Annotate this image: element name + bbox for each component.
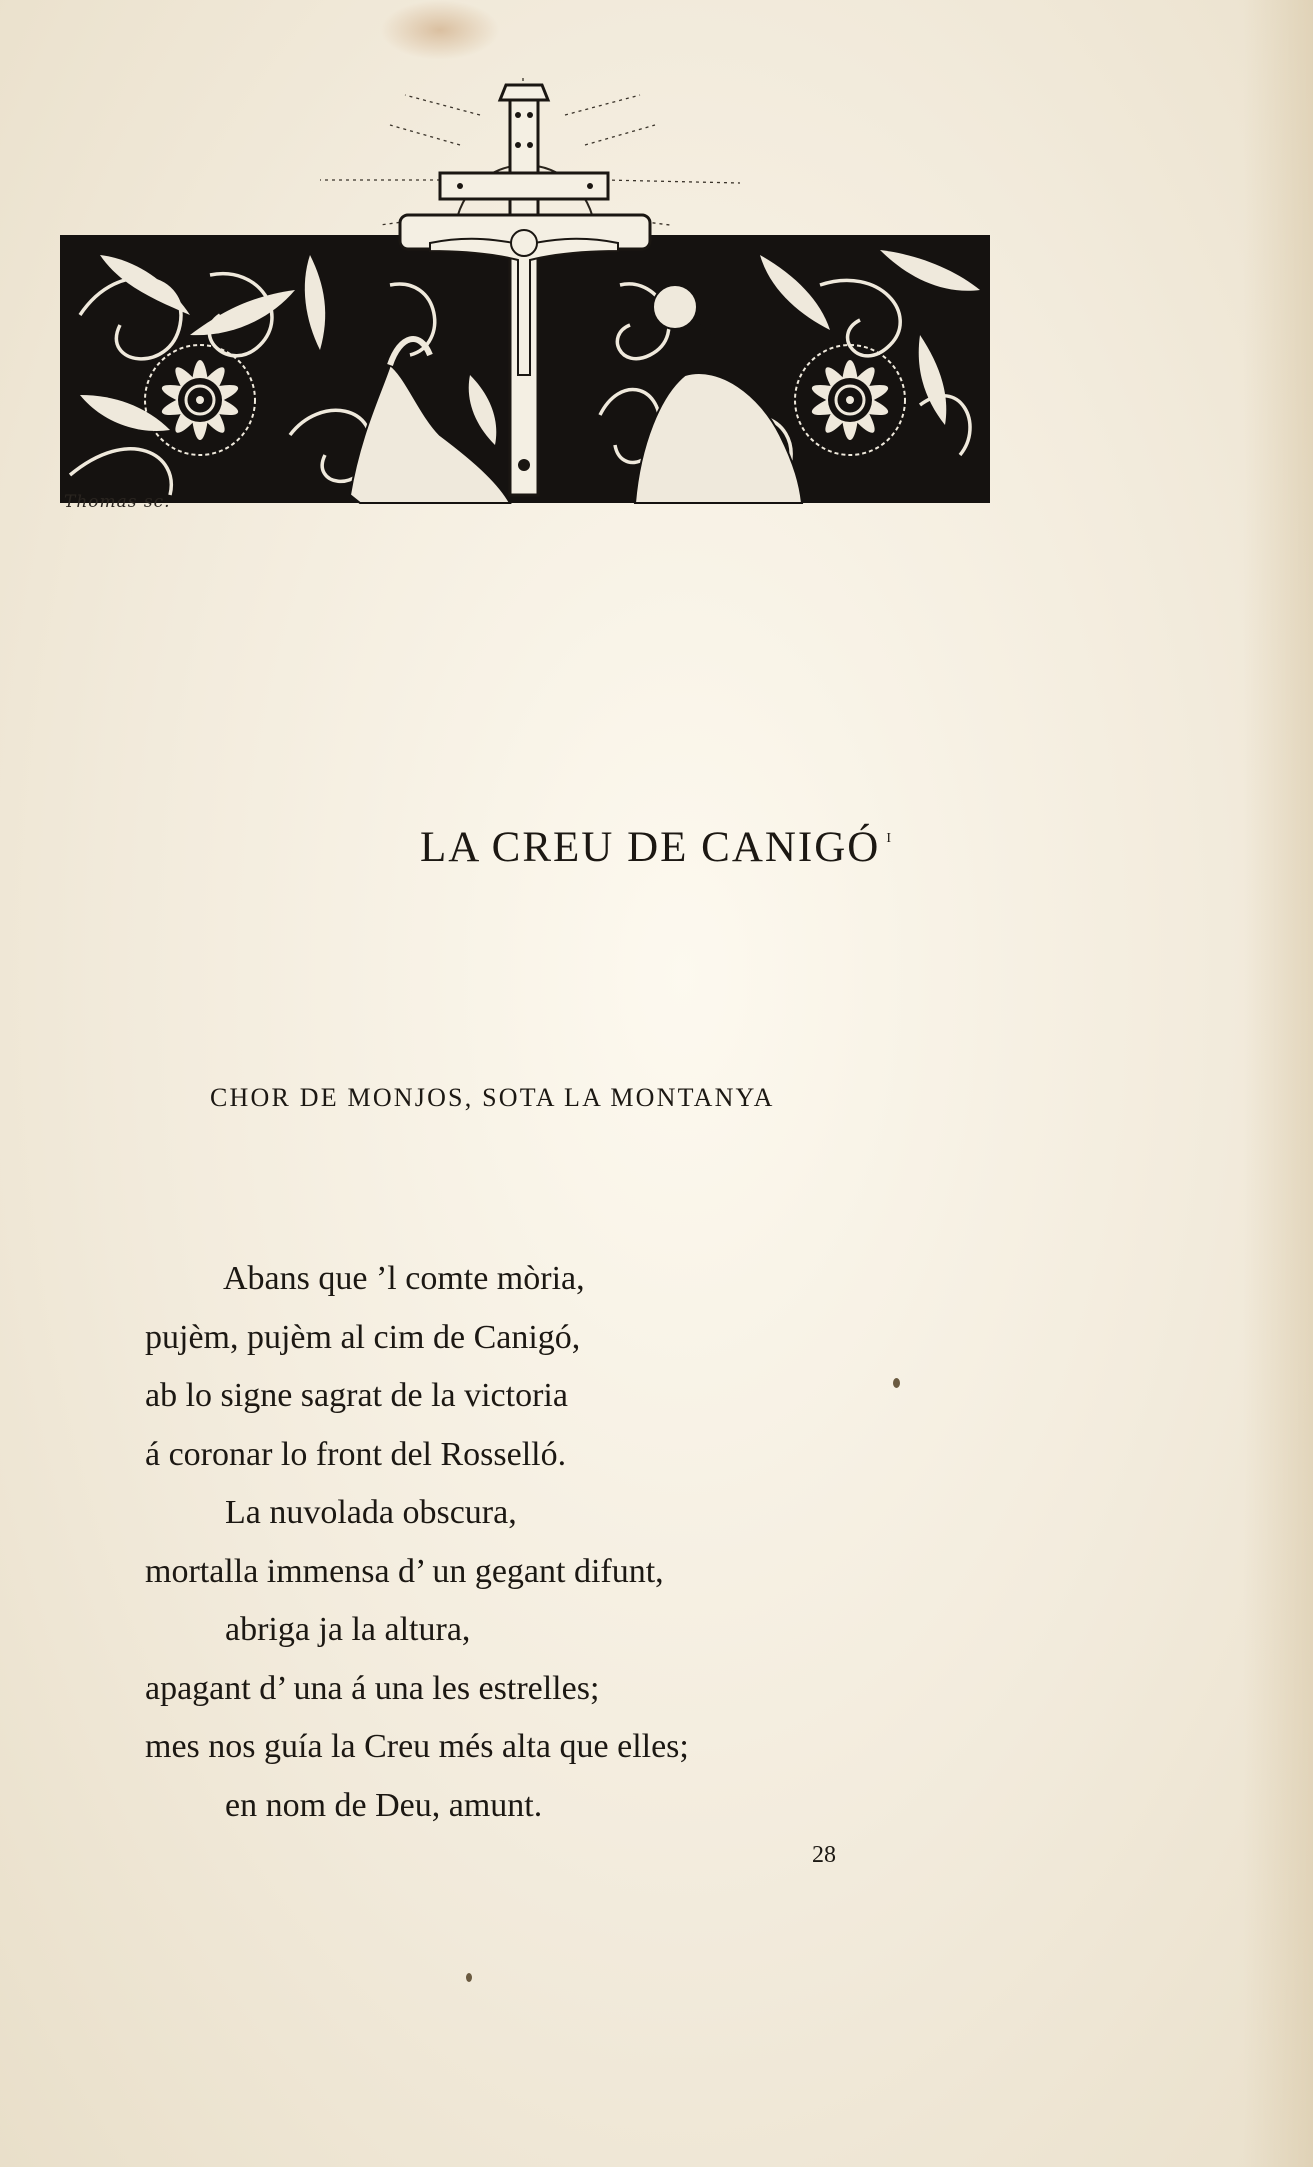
poem-stanza xyxy=(145,1250,945,1835)
poem-line: La nuvolada obscura, xyxy=(225,1494,517,1531)
poem-line: á coronar lo front del Rosselló. xyxy=(145,1435,567,1473)
poem-line: en nom de Deu, amunt. xyxy=(225,1786,543,1824)
paper-speck xyxy=(466,1973,472,1982)
paper-stain xyxy=(380,0,500,60)
footnote-marker: I xyxy=(886,831,894,846)
title-text: LA CREU DE CANIGÓ xyxy=(419,824,881,871)
section-subtitle: CHOR DE MONJOS, SOTA LA MONTANYA xyxy=(210,1083,775,1112)
poem-line: pujèm, pujèm al cim de Canigó, xyxy=(145,1318,581,1356)
page-edge-shadow xyxy=(1243,0,1313,2167)
crucifix-floral-headpiece-icon xyxy=(60,75,990,505)
engraver-signature: Thomas sc. xyxy=(64,492,171,512)
poem-line: mes nos guía la Creu més alta que elles; xyxy=(145,1728,689,1765)
poem-line: apagant d’ una á una les estrelles; xyxy=(145,1669,600,1707)
page-title xyxy=(0,823,1313,872)
page-number: 28 xyxy=(812,1842,836,1868)
poem-line: Abans que ’l comte mòria, xyxy=(223,1260,585,1297)
poem-line: mortalla immensa d’ un gegant difunt, xyxy=(145,1552,664,1590)
poem-line: abriga ja la altura, xyxy=(225,1611,471,1648)
poem-line: ab lo signe sagrat de la victoria xyxy=(145,1377,568,1414)
